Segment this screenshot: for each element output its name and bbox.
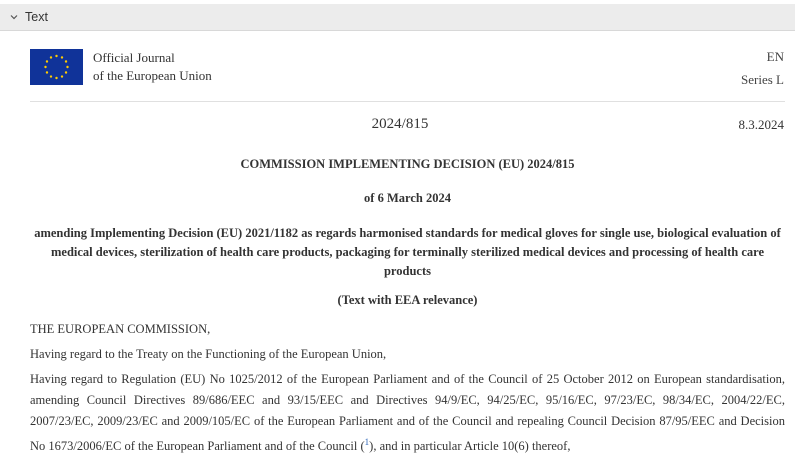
document-date: 8.3.2024 <box>738 117 784 132</box>
flag-star <box>61 75 63 77</box>
commission-heading: THE EUROPEAN COMMISSION, <box>30 322 211 336</box>
recital-regulation <box>30 369 785 457</box>
document-subject: amending Implementing Decision (EU) 2021/1182 as regards harmonised standards for medical gloves for single use, biological evaluation of medical devices, sterilization of health care products, packaging for terminally sterilized medical devices and processing of health care products <box>34 226 781 278</box>
flag-star <box>46 71 48 73</box>
flag-star <box>65 60 67 62</box>
series-label: Series L <box>741 72 784 87</box>
document-of-date: of 6 March 2024 <box>364 191 451 205</box>
journal-title-line1: Official Journal <box>93 50 175 65</box>
header-divider <box>30 101 785 102</box>
flag-star <box>66 66 68 68</box>
panel-title: Text <box>25 10 48 24</box>
language-code: EN <box>766 49 784 64</box>
flag-star <box>61 56 63 58</box>
eu-flag-icon <box>30 49 83 85</box>
footnote-ref[interactable]: 1 <box>364 437 370 447</box>
journal-title <box>93 49 212 85</box>
document-title: COMMISSION IMPLEMENTING DECISION (EU) 2024/815 <box>240 157 575 171</box>
recital-regulation-text: Having regard to Regulation (EU) No 1025/2012 of the European Parliament and of the Council of 25 October 2012 on European standardisation, amending Council Directives 89/686/EEC and 93/15/EEC and Directives 94/9/EC, 94/25/EC, 95/16/EC, 97/23/EC, 98/34/EC, 2004/22/EC, 2007/23/EC, 2009/23/EC and 2009/105/EC of the European Parliament and of the Council and repealing Council Decision 87/95/EEC and Decision No 1673/2006/EC of the European Parliament and of the Council ( <box>30 372 785 454</box>
chevron-down-icon <box>10 13 18 21</box>
flag-star <box>46 60 48 62</box>
journal-title-line2: of the European Union <box>93 68 212 83</box>
flag-star <box>44 66 46 68</box>
flag-star <box>50 75 52 77</box>
recital-treaty: Having regard to the Treaty on the Functioning of the European Union, <box>30 347 387 361</box>
eea-relevance: (Text with EEA relevance) <box>337 293 478 307</box>
flag-star <box>65 71 67 73</box>
document-view <box>0 30 800 469</box>
text-panel-header[interactable] <box>0 4 795 31</box>
flag-star <box>55 77 57 79</box>
flag-star <box>55 55 57 57</box>
document-number: 2024/815 <box>371 116 429 132</box>
flag-star <box>50 56 52 58</box>
recital-regulation-tail: ), and in particular Article 10(6) thereof, <box>369 439 571 454</box>
